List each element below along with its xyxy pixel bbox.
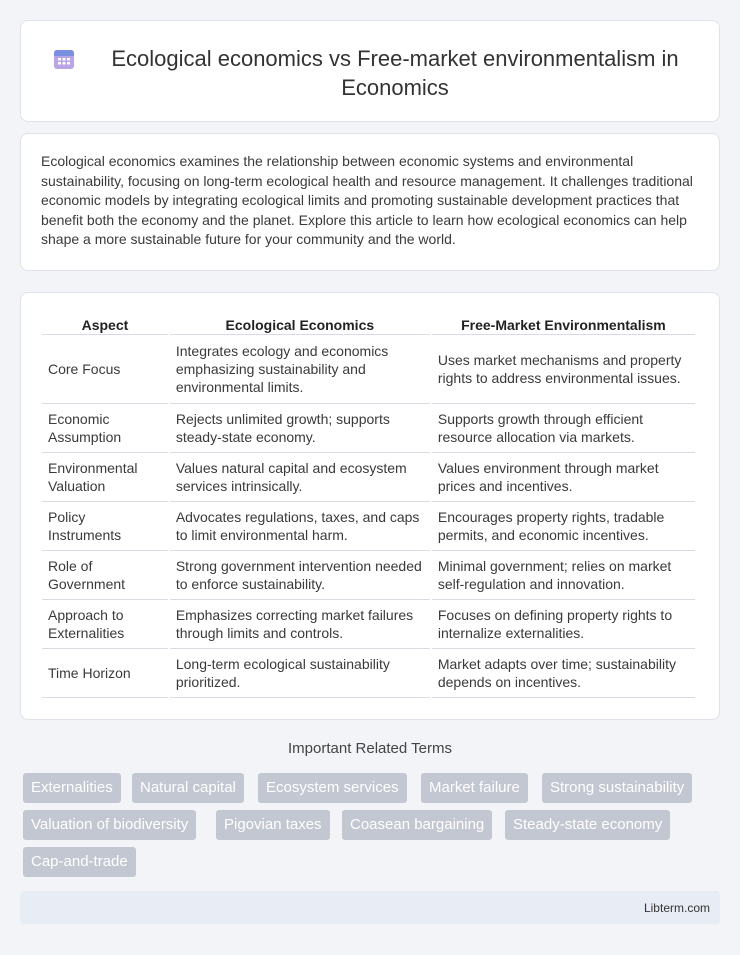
related-term-tag[interactable]: Steady-state economy: [505, 810, 670, 840]
table-row: [42, 600, 695, 649]
related-term-tag[interactable]: Pigovian taxes: [216, 810, 330, 840]
related-term-tag[interactable]: Market failure: [421, 773, 528, 803]
cell-free-market: Values environment through market prices and incentives.: [432, 453, 695, 502]
header-aspect: Aspect: [42, 313, 168, 335]
table-header-row: [42, 313, 695, 335]
comparison-card: [20, 292, 720, 720]
intro-card: [20, 133, 720, 271]
header-ecological: Ecological Economics: [170, 313, 430, 335]
table-row: [42, 453, 695, 502]
cell-ecological: Strong government intervention needed to enforce sustainability.: [170, 551, 430, 600]
cell-free-market: Supports growth through efficient resource allocation via markets.: [432, 404, 695, 453]
cell-free-market: Uses market mechanisms and property rights to address environmental issues.: [432, 335, 695, 404]
comparison-table: [40, 313, 697, 698]
header-card: [20, 20, 720, 122]
related-term-tag[interactable]: Natural capital: [132, 773, 244, 803]
related-term-tag[interactable]: Strong sustainability: [542, 773, 692, 803]
cell-ecological: Long-term ecological sustainability prioritized.: [170, 649, 430, 698]
cell-ecological: Advocates regulations, taxes, and caps to limit environmental harm.: [170, 502, 430, 551]
related-term-tag[interactable]: Ecosystem services: [258, 773, 407, 803]
header-free-market: Free-Market Environmentalism: [432, 313, 695, 335]
cell-ecological: Integrates ecology and economics emphasizing sustainability and environmental limits.: [170, 335, 430, 404]
cell-aspect: Environmental Valuation: [42, 453, 168, 502]
cell-free-market: Market adapts over time; sustainability depends on incentives.: [432, 649, 695, 698]
table-row: [42, 335, 695, 404]
cell-free-market: Minimal government; relies on market self-regulation and innovation.: [432, 551, 695, 600]
cell-free-market: Encourages property rights, tradable permits, and economic incentives.: [432, 502, 695, 551]
footer: [20, 891, 720, 924]
cell-free-market: Focuses on defining property rights to internalize externalities.: [432, 600, 695, 649]
cell-aspect: Role of Government: [42, 551, 168, 600]
cell-aspect: Economic Assumption: [42, 404, 168, 453]
footer-site-link[interactable]: Libterm.com: [643, 901, 710, 915]
related-term-tag[interactable]: Cap-and-trade: [23, 847, 136, 877]
calendar-icon: [52, 47, 76, 71]
cell-ecological: Rejects unlimited growth; supports steady-state economy.: [170, 404, 430, 453]
related-term-tag[interactable]: Externalities: [23, 773, 121, 803]
intro-text: Ecological economics examines the relationship between economic systems and environmental sustainability, focusing on long-term ecological health and resource management. It challenges traditional economic models by integrating ecological limits and promoting sustainable development practices that benefit both the economy and the planet. Explore this article to learn how ecological economics can help shape a more sustainable future for your community and the world.: [41, 153, 693, 248]
cell-aspect: Approach to Externalities: [42, 600, 168, 649]
cell-ecological: Emphasizes correcting market failures through limits and controls.: [170, 600, 430, 649]
cell-aspect: Core Focus: [42, 335, 168, 404]
table-row: [42, 649, 695, 698]
cell-aspect: Time Horizon: [42, 649, 168, 698]
related-terms-title: Important Related Terms: [288, 740, 452, 757]
table-row: [42, 404, 695, 453]
table-row: [42, 502, 695, 551]
related-term-tag[interactable]: Coasean bargaining: [342, 810, 492, 840]
table-row: [42, 551, 695, 600]
page-title: Ecological economics vs Free-market environmentalism in Economics: [111, 46, 679, 100]
related-term-tag[interactable]: Valuation of biodiversity: [23, 810, 196, 840]
cell-ecological: Values natural capital and ecosystem services intrinsically.: [170, 453, 430, 502]
cell-aspect: Policy Instruments: [42, 502, 168, 551]
